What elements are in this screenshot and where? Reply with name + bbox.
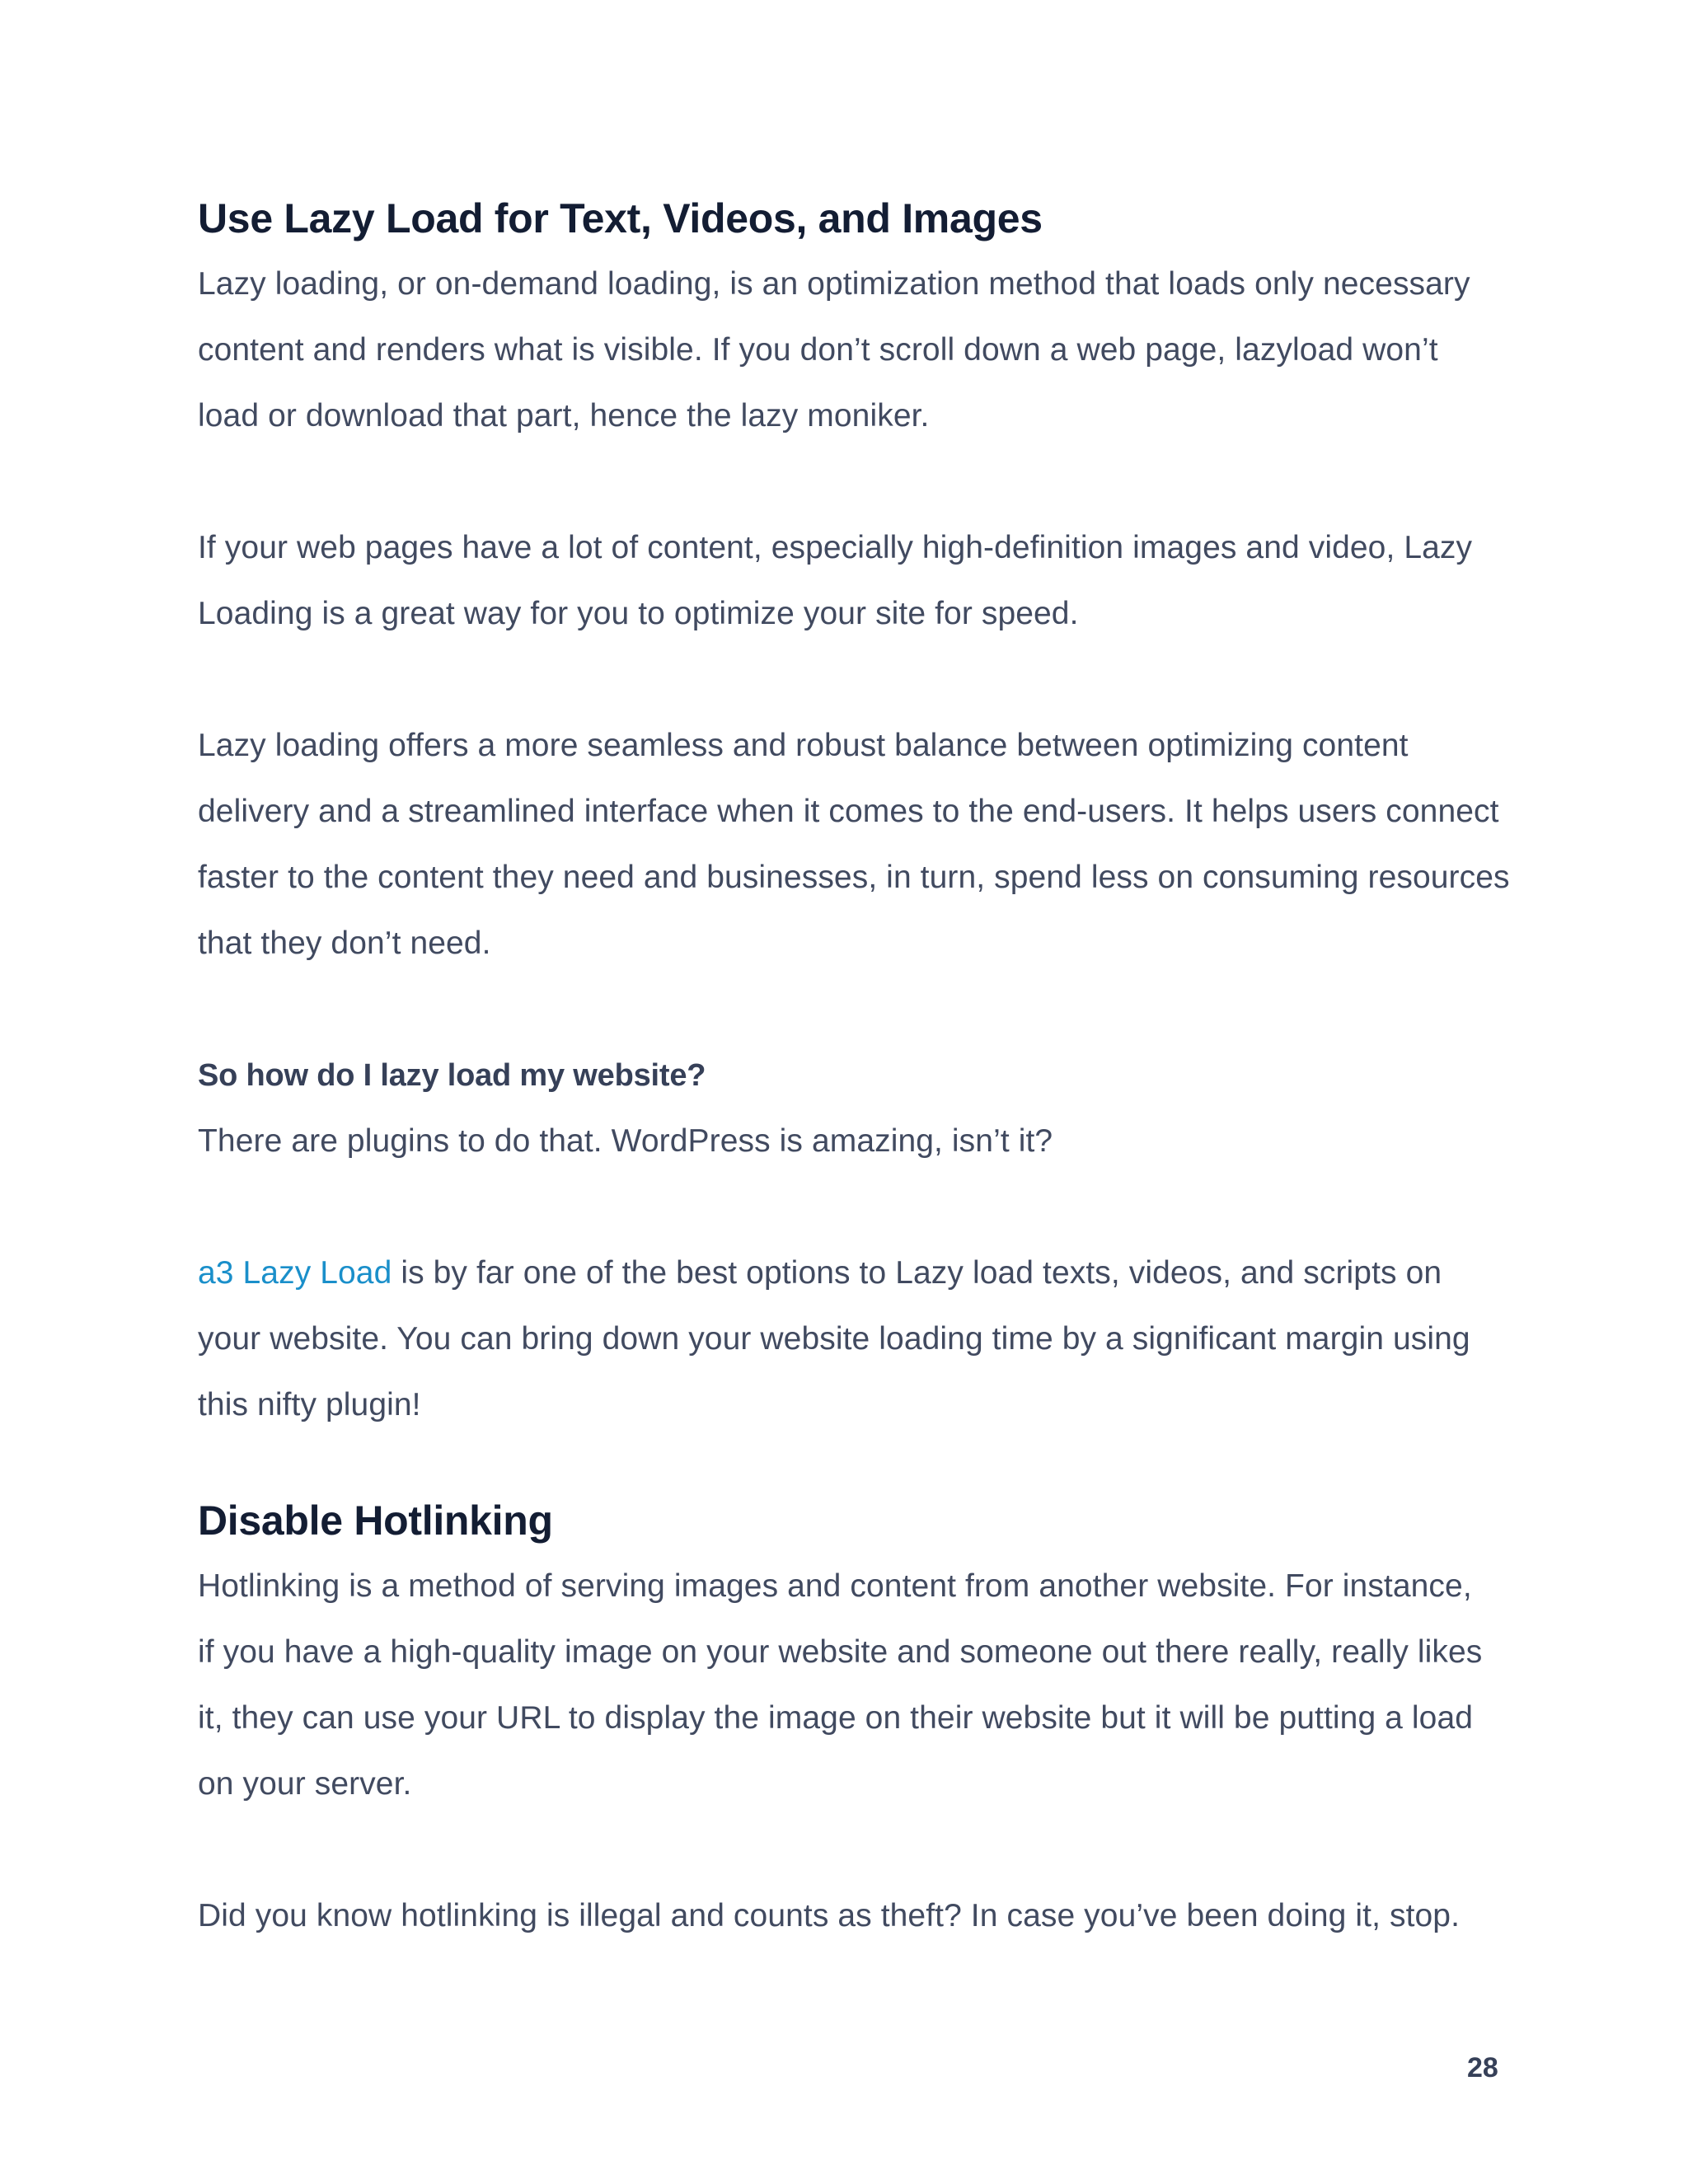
text-line: your website. You can bring down your website loading time by a significant margin using xyxy=(198,1321,1470,1357)
text-line: content and renders what is visible. If you don’t scroll down a web page, lazyload won’t xyxy=(198,332,1438,368)
paragraph-plugins: There are plugins to do that. WordPress is amazing, isn’t it? xyxy=(198,1123,1053,1159)
text-line: load or download that part, hence the lazy moniker. xyxy=(198,398,930,434)
paragraph-hotlinking-illegal: Did you know hotlinking is illegal and counts as theft? In case you’ve been doing it, stop. xyxy=(198,1898,1461,1933)
paragraph-a3-lazy-load xyxy=(198,1240,1533,1438)
paragraph-lazy-balance xyxy=(198,713,1533,977)
paragraph-lazy-intro xyxy=(198,251,1533,449)
text-line: Lazy loading offers a more seamless and robust balance between optimizing content xyxy=(198,728,1409,763)
paragraph-lazy-content xyxy=(198,515,1533,647)
page-number: 28 xyxy=(1467,2052,1498,2083)
text-line: faster to the content they need and businesses, in turn, spend less on consuming resources xyxy=(198,860,1510,895)
text-line: delivery and a streamlined interface when it comes to the end-users. It helps users connect xyxy=(198,794,1499,829)
text-line: on your server. xyxy=(198,1766,412,1802)
text-line: If your web pages have a lot of content, especially high-definition images and video, Lazy xyxy=(198,530,1473,565)
subheading-how-to: So how do I lazy load my website? xyxy=(198,1058,706,1093)
a3-lazy-load-link[interactable]: a3 Lazy Load xyxy=(198,1255,392,1291)
document-page xyxy=(198,185,1533,1949)
text-line: Hotlinking is a method of serving images and content from another website. For instance, xyxy=(198,1568,1472,1604)
text-line: it, they can use your URL to display the image on their website but it will be putting a load xyxy=(198,1700,1474,1736)
text-span: is by far one of the best options to Lazy load texts, videos, and scripts on xyxy=(392,1255,1442,1291)
text-line: Lazy loading, or on-demand loading, is an optimization method that loads only necessary xyxy=(198,266,1470,302)
text-line: Loading is a great way for you to optimize your site for speed. xyxy=(198,596,1079,631)
heading-lazy-load: Use Lazy Load for Text, Videos, and Images xyxy=(198,195,1043,241)
heading-disable-hotlinking: Disable Hotlinking xyxy=(198,1497,553,1544)
text-line: if you have a high-quality image on your website and someone out there really, really likes xyxy=(198,1634,1483,1670)
text-line: this nifty plugin! xyxy=(198,1387,421,1422)
text-line xyxy=(198,1240,1533,1306)
text-line: that they don’t need. xyxy=(198,926,491,961)
paragraph-hotlinking-intro xyxy=(198,1554,1533,1817)
